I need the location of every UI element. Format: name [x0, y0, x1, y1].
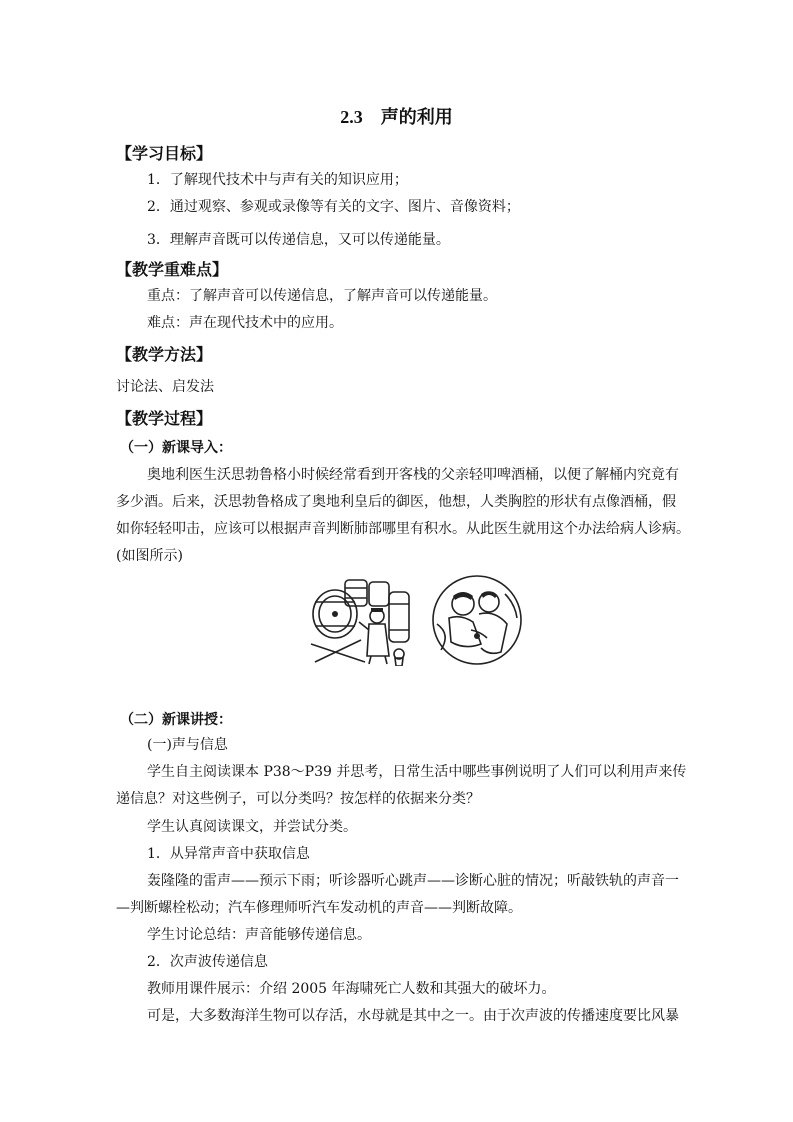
body-line-11: 可是，大多数海洋生物可以存活，水母就是其中之一。由于次声波的传播速度要比风暴 — [147, 1008, 679, 1024]
keypoint-text: 重点：了解声音可以传递信息，了解声音可以传递能量。 — [147, 288, 497, 304]
body-line-3: 递信息？对这些例子，可以分类吗？按怎样的依据来分类？ — [116, 791, 480, 807]
objective-3: 3．理解声音既可以传递信息，又可以传递能量。 — [147, 232, 450, 248]
process-heading: 【教学过程】 — [116, 409, 213, 428]
objectives-heading: 【学习目标】 — [116, 144, 213, 163]
keypoints-heading: 【教学重难点】 — [116, 260, 229, 279]
body-line-4: 学生认真阅读课文，并尝试分类。 — [147, 819, 357, 835]
body-line-9: 2．次声波传递信息 — [147, 954, 268, 970]
body-line-7: —判断螺栓松动；汽车修理师听汽车发动机的声音——判断故障。 — [116, 900, 522, 916]
body-line-5: 1．从异常声音中获取信息 — [147, 846, 310, 862]
difficulty-text: 难点：声在现代技术中的应用。 — [147, 315, 343, 331]
page-title — [0, 104, 793, 131]
intro-line-4: (如图所示) — [116, 548, 183, 564]
doctor-illustration — [431, 574, 523, 666]
body-line-6: 轰隆隆的雷声——预示下雨；听诊器听心跳声——诊断心脏的情况；听敲铁轨的声音一 — [147, 873, 679, 889]
body-line-2: 学生自主阅读课本 P38～P39 并思考，日常生活中哪些事例说明了人们可以利用声来传 — [147, 764, 687, 780]
barrel-illustration — [305, 574, 417, 666]
body-line-8: 学生讨论总结：声音能够传递信息。 — [147, 927, 371, 943]
method-text: 讨论法、启发法 — [116, 379, 214, 395]
body-line-10: 教师用课件展示：介绍 2005 年海啸死亡人数和其强大的破坏力。 — [147, 981, 556, 997]
objective-2: 2．通过观察、参观或录像等有关的文字、图片、音像资料； — [147, 199, 520, 215]
method-heading: 【教学方法】 — [116, 345, 213, 364]
body-line-1: (一)声与信息 — [147, 737, 228, 753]
intro-line-2: 多少酒。后来，沃思勃鲁格成了奥地利皇后的御医，他想，人类胸腔的形状有点像酒桶，假 — [116, 494, 676, 510]
intro-heading: （一）新课导入： — [120, 440, 232, 456]
title-number: 2.3 — [340, 107, 363, 127]
intro-line-1: 奥地利医生沃思勃鲁格小时候经常看到开客栈的父亲轻叩啤酒桶，以便了解桶内究竟有 — [147, 467, 679, 483]
objective-1: 1．了解现代技术中与声有关的知识应用； — [147, 172, 408, 188]
title-text: 声的利用 — [380, 107, 453, 128]
intro-line-3: 如你轻轻叩击，应该可以根据声音判断肺部哪里有积水。从此医生就用这个办法给病人诊病。 — [116, 521, 690, 537]
lecture-heading: （二）新课讲授： — [120, 712, 232, 728]
